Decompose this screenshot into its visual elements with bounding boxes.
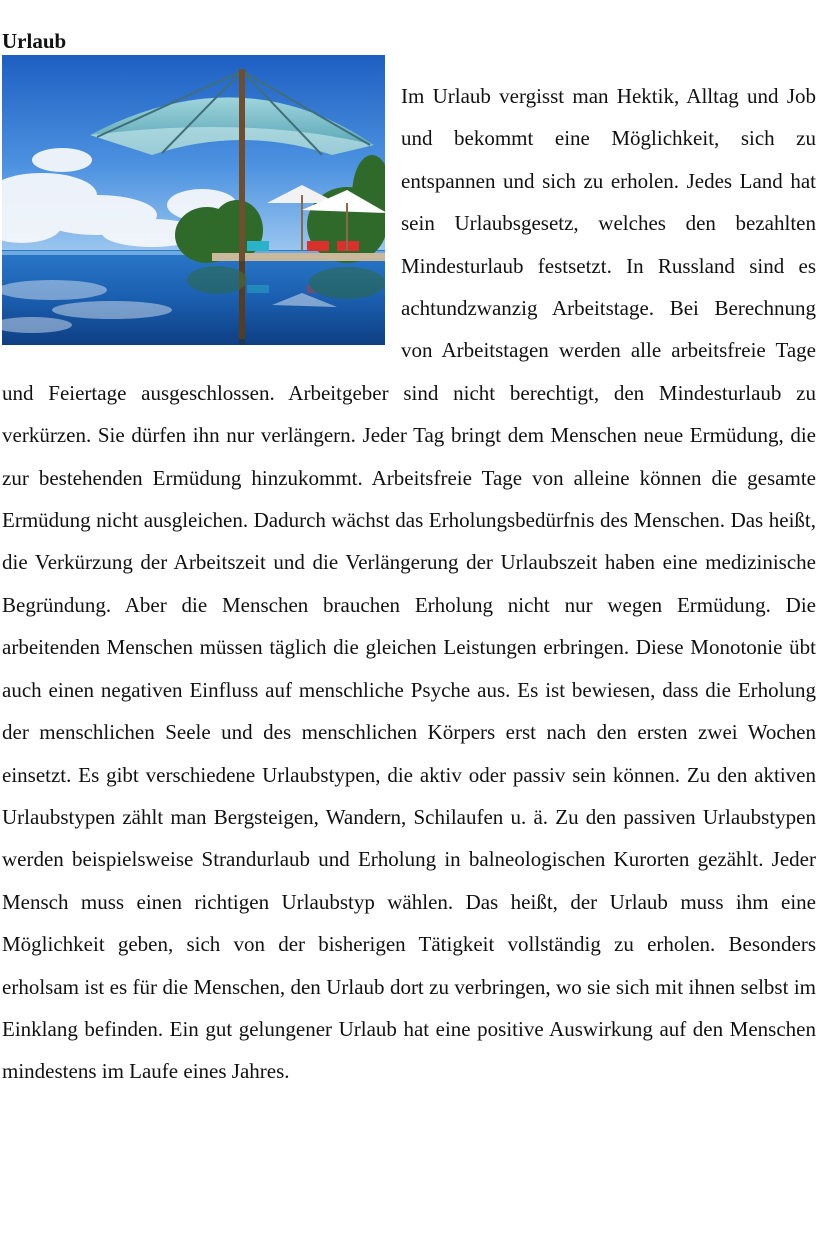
body-paragraph (2, 75, 816, 1093)
image-wrap-spacer (2, 75, 401, 348)
document-title: Urlaub (2, 29, 67, 53)
body-text: Im Urlaub vergisst man Hektik, Alltag und Job und bekommt eine Möglichkeit, sich zu entspannen und sich zu erholen. Jedes Land hat sein Urlaubsgesetz, welches den bezahlten Mindesturlaub festsetzt. In Russland sind es achtundzwanzig Arbeitstage. Bei Berechnung von Arbeitstagen werden alle arbeitsfreie Tage und Feiertage ausgeschlossen. Arbeitgeber sind nicht berechtigt, den Mindesturlaub zu verkürzen. Sie dürfen ihn nur verlängern. Jeder Tag bringt dem Menschen neue Ermüdung, die zur bestehenden Ermüdung hinzukommt. Arbeitsfreie Tage von alleine können die gesamte Ermüdung nicht ausgleichen. Dadurch wächst das Erholungsbedürfnis des Menschen. Das heißt, die Verkürzung der Arbeitszeit und die Verlängerung der Urlaubszeit haben eine medizinische Begründung. Aber die Menschen brauchen Erholung nicht nur wegen Ermüdung. Die arbeitenden Menschen müssen täglich die gleichen Leistungen erbringen. Diese Monotonie übt auch einen negativen Einfluss auf menschliche Psyche aus. Es ist bewiesen, dass die Erholung der menschlichen Seele und des menschlichen Körpers erst nach den ersten zwei Wochen einsetzt. Es gibt verschiedene Urlaubstypen, die aktiv oder passiv sein können. Zu den aktiven Urlaubstypen zählt man Bergsteigen, Wandern, Schilaufen u. ä. Zu den passiven Urlaubstypen werden beispielsweise Strandurlaub und Erholung in balneologischen Kurorten gezählt. Jeder Mensch muss einen richtigen Urlaubstyp wählen. Das heißt, der Urlaub muss ihm eine Möglichkeit geben, sich von der bisherigen Tätigkeit vollständig zu erholen. Besonders erholsam ist es für die Menschen, den Urlaub dort zu verbringen, wo sie sich mit ihnen selbst im Einklang befinden. Ein gut gelungener Urlaub hat eine positive Auswirkung auf den Menschen mindestens im Laufe eines Jahres. (2, 84, 816, 1084)
